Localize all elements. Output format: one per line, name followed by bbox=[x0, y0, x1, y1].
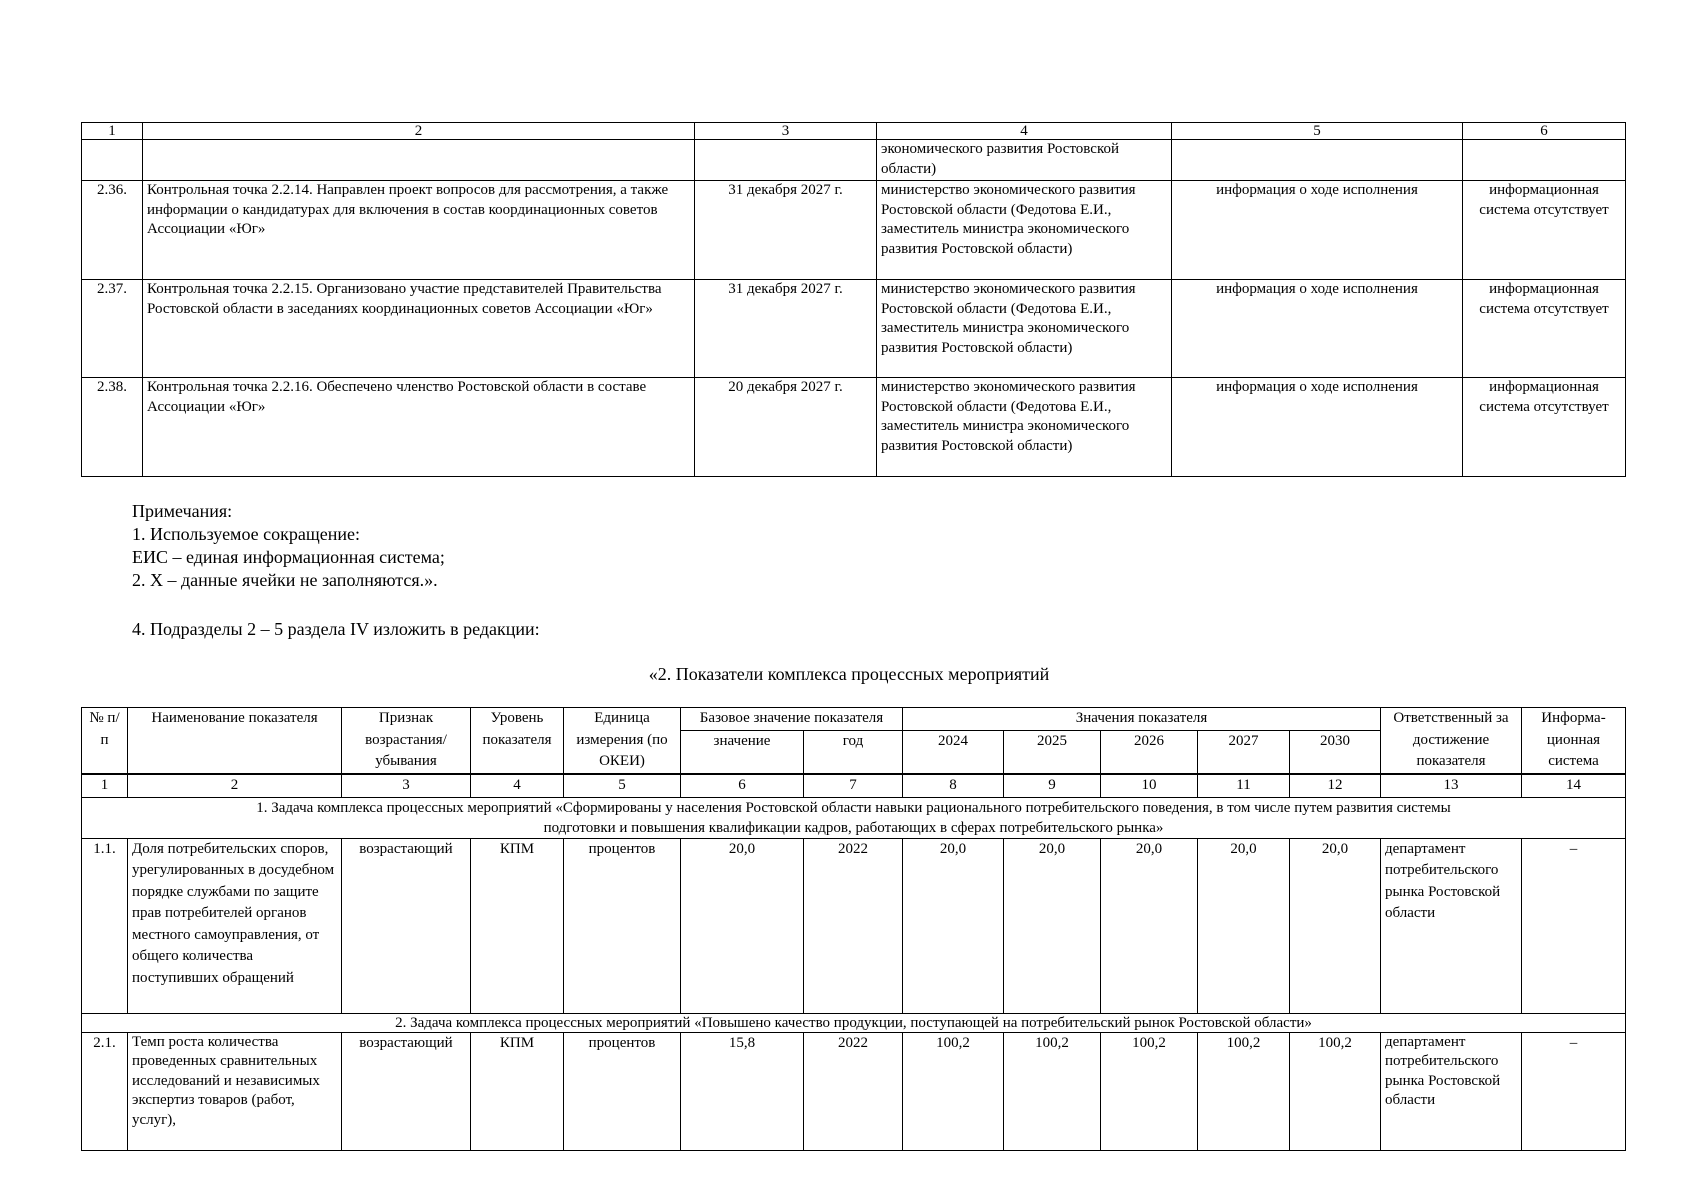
indicator-level: КПМ bbox=[471, 1032, 564, 1150]
indicator-unit: процентов bbox=[564, 1032, 681, 1150]
header-base: Базовое значение показателя bbox=[681, 708, 903, 731]
notes-block bbox=[132, 500, 445, 592]
base-value: 15,8 bbox=[681, 1032, 804, 1150]
column-number: 3 bbox=[695, 123, 877, 140]
responsible-cell: департамент потребительского рынка Ростовской области bbox=[1381, 1032, 1522, 1150]
value-2024: 100,2 bbox=[903, 1032, 1004, 1150]
date-cell: 20 декабря 2027 г. bbox=[695, 378, 877, 477]
control-point-name: Контрольная точка 2.2.16. Обеспечено членство Ростовской области в составе Ассоциации «Юг» bbox=[143, 378, 695, 477]
table-row bbox=[82, 280, 1626, 378]
control-points-table bbox=[81, 122, 1626, 477]
base-year: 2022 bbox=[804, 838, 903, 1013]
notes-line: 1. Используемое сокращение: bbox=[132, 524, 360, 544]
table-row bbox=[82, 1032, 1626, 1150]
section-title: «2. Показатели комплекса процессных мероприятий bbox=[648, 664, 1050, 684]
column-number: 1 bbox=[82, 774, 128, 797]
value-2027: 100,2 bbox=[1198, 1032, 1290, 1150]
task-row bbox=[82, 1013, 1626, 1032]
control-point-name: Контрольная точка 2.2.15. Организовано участие представителей Правительства Ростовской области в заседаниях координационных советов Ассоциации «Юг» bbox=[143, 280, 695, 378]
row-number: 2.1. bbox=[82, 1032, 128, 1150]
column-number: 7 bbox=[804, 774, 903, 797]
header-base-value: значение bbox=[681, 730, 804, 774]
value-2026: 20,0 bbox=[1101, 838, 1198, 1013]
header-name: Наименование показателя bbox=[128, 708, 342, 775]
responsible-cell: министерство экономического развития Ростовской области (Федотова Е.И., заместитель министра экономического развития Ростовской области) bbox=[877, 280, 1172, 378]
responsible-cell: экономического развития Ростовской области) bbox=[877, 140, 1172, 181]
header-sign: Признак возрастания/ убывания bbox=[342, 708, 471, 775]
system-cell: информационная система отсутствует bbox=[1463, 181, 1626, 280]
control-point-name: Контрольная точка 2.2.14. Направлен проект вопросов для рассмотрения, а также информации о кандидатурах для включения в состав координационных советов Ассоциации «Юг» bbox=[143, 181, 695, 280]
header-year: 2026 bbox=[1101, 730, 1198, 774]
header-level: Уровень показателя bbox=[471, 708, 564, 775]
header-responsible: Ответственный за достижение показателя bbox=[1381, 708, 1522, 775]
header-base-year: год bbox=[804, 730, 903, 774]
system-cell: информационная система отсутствует bbox=[1463, 280, 1626, 378]
column-number: 4 bbox=[877, 123, 1172, 140]
table-header-row bbox=[82, 123, 1626, 140]
notes-title: Примечания: bbox=[132, 501, 233, 521]
notes-line: 2. Х – данные ячейки не заполняются.». bbox=[132, 570, 438, 590]
header-year: 2024 bbox=[903, 730, 1004, 774]
document-cell: информация о ходе исполнения bbox=[1172, 181, 1463, 280]
value-2025: 100,2 bbox=[1004, 1032, 1101, 1150]
table-row bbox=[82, 140, 1626, 181]
indicator-sign: возрастающий bbox=[342, 1032, 471, 1150]
value-2030: 20,0 bbox=[1290, 838, 1381, 1013]
document-cell: информация о ходе исполнения bbox=[1172, 378, 1463, 477]
column-number: 6 bbox=[1463, 123, 1626, 140]
date-cell: 31 декабря 2027 г. bbox=[695, 181, 877, 280]
base-value: 20,0 bbox=[681, 838, 804, 1013]
row-number: 2.36. bbox=[82, 181, 143, 280]
paragraph-4: 4. Подразделы 2 – 5 раздела IV изложить в редакции: bbox=[132, 619, 540, 639]
header-unit: Единица измерения (по ОКЕИ) bbox=[564, 708, 681, 775]
column-number: 13 bbox=[1381, 774, 1522, 797]
row-number: 1.1. bbox=[82, 838, 128, 1013]
system-cell: информационная система отсутствует bbox=[1463, 378, 1626, 477]
table-row bbox=[82, 378, 1626, 477]
row-number: 2.37. bbox=[82, 280, 143, 378]
table-row bbox=[82, 181, 1626, 280]
column-number: 10 bbox=[1101, 774, 1198, 797]
column-number: 14 bbox=[1522, 774, 1626, 797]
column-number: 9 bbox=[1004, 774, 1101, 797]
indicator-sign: возрастающий bbox=[342, 838, 471, 1013]
column-number: 5 bbox=[1172, 123, 1463, 140]
column-number: 6 bbox=[681, 774, 804, 797]
header-year: 2025 bbox=[1004, 730, 1101, 774]
date-cell: 31 декабря 2027 г. bbox=[695, 280, 877, 378]
column-number: 2 bbox=[143, 123, 695, 140]
column-number: 8 bbox=[903, 774, 1004, 797]
column-number: 3 bbox=[342, 774, 471, 797]
task-2-text: 2. Задача комплекса процессных мероприятий «Повышено качество продукции, поступающей на потребительский рынок Ростовской области» bbox=[82, 1013, 1626, 1032]
system-cell: – bbox=[1522, 1032, 1626, 1150]
table-header-row bbox=[82, 708, 1626, 731]
system-cell: – bbox=[1522, 838, 1626, 1013]
value-2027: 20,0 bbox=[1198, 838, 1290, 1013]
indicator-unit: процентов bbox=[564, 838, 681, 1013]
indicator-level: КПМ bbox=[471, 838, 564, 1013]
header-num: № п/п bbox=[82, 708, 128, 775]
header-year: 2030 bbox=[1290, 730, 1381, 774]
column-number: 1 bbox=[82, 123, 143, 140]
indicators-table bbox=[81, 707, 1626, 1151]
header-system: Информа-ционная система bbox=[1522, 708, 1626, 775]
table-row bbox=[82, 838, 1626, 1013]
value-2025: 20,0 bbox=[1004, 838, 1101, 1013]
responsible-cell: министерство экономического развития Ростовской области (Федотова Е.И., заместитель министра экономического развития Ростовской области) bbox=[877, 378, 1172, 477]
column-number: 4 bbox=[471, 774, 564, 797]
column-numbers-row bbox=[82, 774, 1626, 797]
task-1-text: 1. Задача комплекса процессных мероприятий «Сформированы у населения Ростовской области навыки рационального потребительского поведения, в том числе путем развития системы подготовки и повышения квалификации кадров, работающих в сферах потребительского рынка» bbox=[82, 797, 1626, 838]
responsible-cell: департамент потребительского рынка Ростовской области bbox=[1381, 838, 1522, 1013]
header-values: Значения показателя bbox=[903, 708, 1381, 731]
row-number: 2.38. bbox=[82, 378, 143, 477]
header-year: 2027 bbox=[1198, 730, 1290, 774]
column-number: 11 bbox=[1198, 774, 1290, 797]
indicator-name: Доля потребительских споров, урегулированных в досудебном порядке службами по защите прав потребителей органов местного самоуправления, от общего количества поступивших обращений bbox=[128, 838, 342, 1013]
indicator-name: Темп роста количества проведенных сравнительных исследований и независимых экспертиз товаров (работ, услуг), bbox=[128, 1032, 342, 1150]
column-number: 2 bbox=[128, 774, 342, 797]
document-cell: информация о ходе исполнения bbox=[1172, 280, 1463, 378]
value-2026: 100,2 bbox=[1101, 1032, 1198, 1150]
responsible-cell: министерство экономического развития Ростовской области (Федотова Е.И., заместитель министра экономического развития Ростовской области) bbox=[877, 181, 1172, 280]
base-year: 2022 bbox=[804, 1032, 903, 1150]
notes-line: ЕИС – единая информационная система; bbox=[132, 547, 445, 567]
value-2024: 20,0 bbox=[903, 838, 1004, 1013]
column-number: 5 bbox=[564, 774, 681, 797]
column-number: 12 bbox=[1290, 774, 1381, 797]
value-2030: 100,2 bbox=[1290, 1032, 1381, 1150]
task-row bbox=[82, 797, 1626, 838]
